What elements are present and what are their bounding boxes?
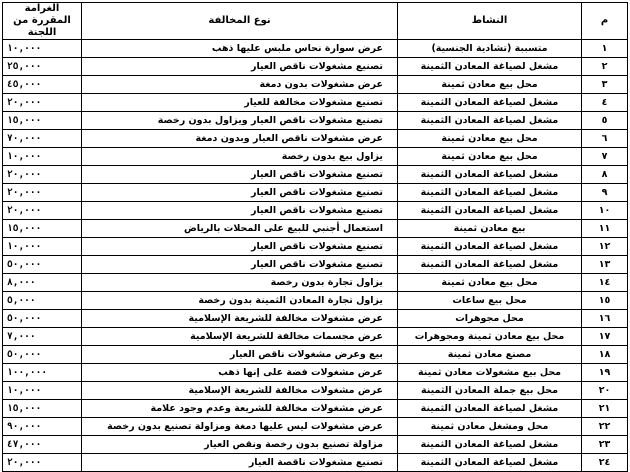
- row-violation: تصنيع مشغولات ناقص العيار ويزاول بدون رخصة: [82, 112, 398, 130]
- row-fine: ٢٥,٠٠٠: [3, 58, 82, 76]
- row-number: ١٧: [582, 328, 628, 346]
- header-fine: الغرامة المقررة من اللجنة: [3, 3, 82, 40]
- row-violation: استعمال أجنبي للبيع على المحلات بالرياض: [82, 220, 398, 238]
- row-violation: بيع وعرض مشغولات ناقص العيار: [82, 346, 398, 364]
- row-violation: عرض مشغولات بدون دمغة: [82, 76, 398, 94]
- row-violation: يزاول بيع بدون رخصة: [82, 148, 398, 166]
- row-activity: محل بيع معادن ثمينة: [398, 76, 582, 94]
- row-activity: محل بيع معادن ثمينة: [398, 148, 582, 166]
- row-number: ٩: [582, 184, 628, 202]
- table-row: [3, 400, 628, 418]
- row-activity: مشغل لصياغة المعادن الثمينة: [398, 166, 582, 184]
- row-violation: عرض مشغولات مخالفة للشريعة الإسلامية: [82, 382, 398, 400]
- row-number: ١٢: [582, 238, 628, 256]
- header-violation: نوع المخالفة: [82, 3, 398, 40]
- table-row: [3, 418, 628, 436]
- table-body: [3, 40, 628, 472]
- row-fine: ١٥,٠٠٠: [3, 220, 82, 238]
- header-num: م: [582, 3, 628, 40]
- row-activity: مشغل لصياغة المعادن الثمينة: [398, 400, 582, 418]
- row-fine: ٧,٠٠٠: [3, 328, 82, 346]
- table-row: [3, 436, 628, 454]
- row-activity: متسببة (تشادية الجنسية): [398, 40, 582, 58]
- row-violation: تصنيع مشغولات ناقص العيار: [82, 58, 398, 76]
- table-row: [3, 364, 628, 382]
- row-activity: محل بيع جملة المعادن الثمينة: [398, 382, 582, 400]
- row-activity: محل بيع ساعات: [398, 292, 582, 310]
- row-fine: ٢٠,٠٠٠: [3, 184, 82, 202]
- row-violation: عرض مشغولات فضة على إنها ذهب: [82, 364, 398, 382]
- row-fine: ١٥,٠٠٠: [3, 400, 82, 418]
- row-fine: ٥٠,٠٠٠: [3, 256, 82, 274]
- fines-table: [2, 2, 628, 472]
- row-violation: تصنيع مشغولات مخالفة للعيار: [82, 94, 398, 112]
- row-number: ١٥: [582, 292, 628, 310]
- row-violation: تصنيع مشغولات ناقصة العيار: [82, 454, 398, 472]
- row-fine: ٤٧,٠٠٠: [3, 436, 82, 454]
- row-violation: تصنيع مشغولات ناقص العيار: [82, 256, 398, 274]
- row-violation: يزاول تجارة المعادن الثمينة بدون رخصة: [82, 292, 398, 310]
- row-activity: مصنع معادن ثمينة: [398, 346, 582, 364]
- row-number: ٧: [582, 148, 628, 166]
- row-number: ١٠: [582, 202, 628, 220]
- table-row: [3, 202, 628, 220]
- table-row: [3, 130, 628, 148]
- row-fine: ٥٠,٠٠٠: [3, 310, 82, 328]
- row-violation: عرض سوارة نحاس ملبس عليها ذهب: [82, 40, 398, 58]
- table-row: [3, 58, 628, 76]
- row-fine: ٧٠,٠٠٠: [3, 130, 82, 148]
- row-violation: تصنيع مشغولات ناقص العيار: [82, 202, 398, 220]
- table-row: [3, 112, 628, 130]
- row-violation: عرض مشغولات ليس عليها دمغة ومزاولة تصنيع بدون رخصة: [82, 418, 398, 436]
- row-number: ٢: [582, 58, 628, 76]
- row-fine: ٢٠,٠٠٠: [3, 202, 82, 220]
- table-row: [3, 382, 628, 400]
- row-activity: مشغل لصياغة المعادن الثمينة: [398, 454, 582, 472]
- row-number: ١٩: [582, 364, 628, 382]
- row-fine: ١٠,٠٠٠: [3, 40, 82, 58]
- row-number: ٣: [582, 76, 628, 94]
- row-activity: محل بيع معادن ثمينة ومجوهرات: [398, 328, 582, 346]
- row-fine: ١٠,٠٠٠: [3, 382, 82, 400]
- row-fine: ١٠,٠٠٠: [3, 148, 82, 166]
- row-number: ٥: [582, 112, 628, 130]
- table-row: [3, 220, 628, 238]
- row-fine: ٥,٠٠٠: [3, 292, 82, 310]
- row-number: ٢٣: [582, 436, 628, 454]
- row-fine: ١٠,٠٠٠: [3, 238, 82, 256]
- row-activity: مشغل لصياغة المعادن الثمينة: [398, 202, 582, 220]
- row-activity: مشغل لصياغة المعادن الثمينة: [398, 184, 582, 202]
- row-number: ١٦: [582, 310, 628, 328]
- row-fine: ٢٠,٠٠٠: [3, 166, 82, 184]
- row-violation: عرض مشغولات مخالفة للشريعة الإسلامية: [82, 310, 398, 328]
- row-activity: مشغل لصياغة المعادن الثمينة: [398, 112, 582, 130]
- row-fine: ٤٥,٠٠٠: [3, 76, 82, 94]
- row-activity: مشغل لصياغة المعادن الثمينة: [398, 238, 582, 256]
- row-activity: مشغل لصياغة المعادن الثمينة: [398, 58, 582, 76]
- table-row: [3, 94, 628, 112]
- row-number: ١٨: [582, 346, 628, 364]
- row-number: ٢١: [582, 400, 628, 418]
- row-activity: مشغل لصياغة المعادن الثمينة: [398, 256, 582, 274]
- row-fine: ٩٠,٠٠٠: [3, 418, 82, 436]
- table-row: [3, 274, 628, 292]
- row-fine: ٢٠,٠٠٠: [3, 94, 82, 112]
- row-activity: محل بيع معادن ثمينة: [398, 274, 582, 292]
- table-row: [3, 346, 628, 364]
- row-violation: مزاولة تصنيع بدون رخصة ونقص العيار: [82, 436, 398, 454]
- table-row: [3, 148, 628, 166]
- row-activity: مشغل لصياغة المعادن الثمينة: [398, 436, 582, 454]
- row-activity: بيع معادن ثمينة: [398, 220, 582, 238]
- row-violation: يزاول تجارة بدون رخصة: [82, 274, 398, 292]
- row-number: ٢٢: [582, 418, 628, 436]
- table-row: [3, 256, 628, 274]
- row-fine: ١٥,٠٠٠: [3, 112, 82, 130]
- row-violation: عرض مجسمات مخالفة للشريعة الإسلامية: [82, 328, 398, 346]
- row-number: ٦: [582, 130, 628, 148]
- row-fine: ٢٠,٠٠٠: [3, 454, 82, 472]
- table-row: [3, 76, 628, 94]
- row-violation: عرض مشغولات ناقص العيار وبدون دمغة: [82, 130, 398, 148]
- row-activity: مشغل لصياغة المعادن الثمينة: [398, 94, 582, 112]
- table-row: [3, 184, 628, 202]
- table-row: [3, 166, 628, 184]
- header-row: [3, 3, 628, 40]
- row-activity: محل ومشغل معادن ثمينة: [398, 418, 582, 436]
- row-number: ٨: [582, 166, 628, 184]
- row-number: ١٣: [582, 256, 628, 274]
- row-fine: ٨,٠٠٠: [3, 274, 82, 292]
- table-row: [3, 292, 628, 310]
- table-row: [3, 238, 628, 256]
- row-number: ١١: [582, 220, 628, 238]
- row-activity: محل مجوهرات: [398, 310, 582, 328]
- row-violation: تصنيع مشغولات ناقص العيار: [82, 166, 398, 184]
- table-row: [3, 454, 628, 472]
- row-number: ٢٤: [582, 454, 628, 472]
- table-row: [3, 310, 628, 328]
- header-activity: النشاط: [398, 3, 582, 40]
- table-row: [3, 40, 628, 58]
- row-activity: محل بيع معادن ثمينة: [398, 130, 582, 148]
- row-violation: تصنيع مشغولات ناقص العيار: [82, 184, 398, 202]
- row-number: ٤: [582, 94, 628, 112]
- fines-table-container: [2, 2, 627, 472]
- row-fine: ١٠٠,٠٠٠: [3, 364, 82, 382]
- table-row: [3, 328, 628, 346]
- row-activity: محل بيع مشغولات معادن ثمينة: [398, 364, 582, 382]
- row-fine: ٥٠,٠٠٠: [3, 346, 82, 364]
- row-number: ٢٠: [582, 382, 628, 400]
- row-number: ١: [582, 40, 628, 58]
- row-number: ١٤: [582, 274, 628, 292]
- row-violation: تصنيع مشغولات ناقص العيار: [82, 238, 398, 256]
- row-violation: عرض مشغولات مخالفة للشريعة وعدم وجود علامة: [82, 400, 398, 418]
